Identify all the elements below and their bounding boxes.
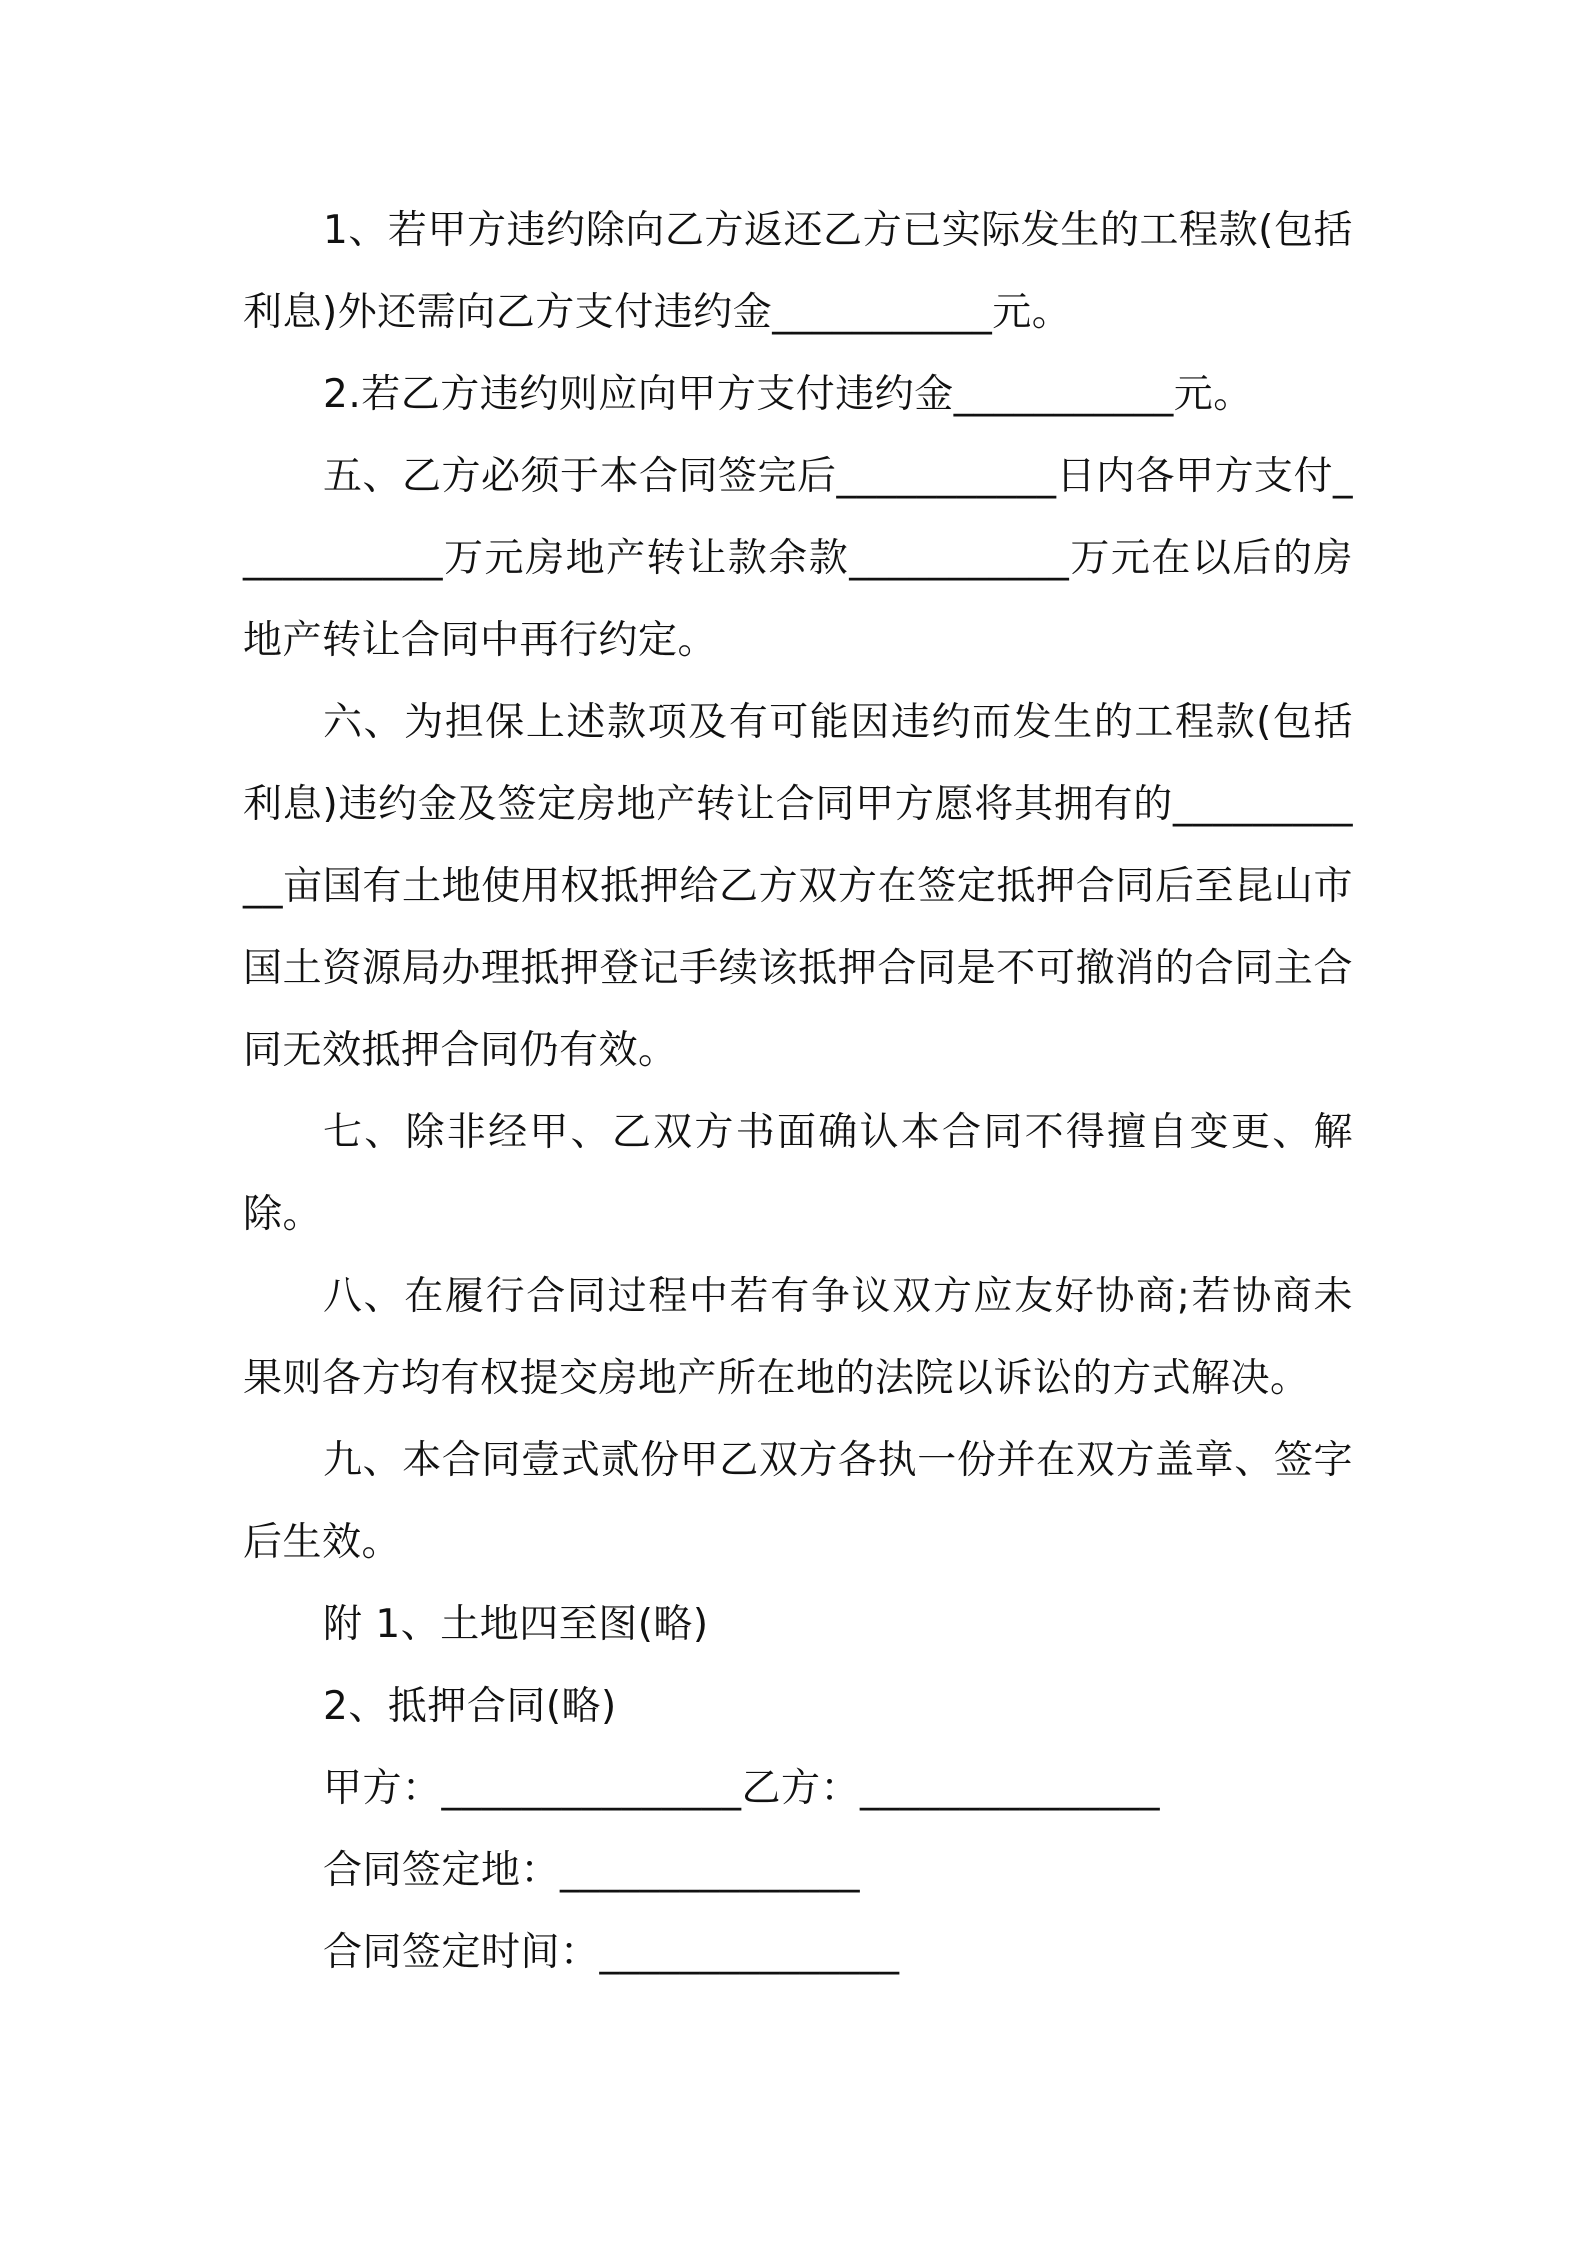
document-body xyxy=(243,190,1353,1994)
signing-place: 合同签定地：_______________ xyxy=(323,1848,861,1893)
clause-five-payment: 五、乙方必须于本合同签完后___________日内各甲方支付___________万元房地产转让款余款___________万元在以后的房地产转让合同中再行约定。 xyxy=(243,454,1354,663)
clause-six-mortgage: 六、为担保上述款项及有可能因违约而发生的工程款(包括利息)违约金及签定房地产转让合同甲方愿将其拥有的___________亩国有土地使用权抵押给乙方双方在签定抵押合同后至昆山市国土资源局办理抵押登记手续该抵押合同是不可撤消的合同主合同无效抵押合同仍有效。 xyxy=(243,700,1353,1073)
attachment-mortgage-contract: 2、抵押合同(略) xyxy=(323,1684,617,1729)
clause-breach-party-b: 2.若乙方违约则应向甲方支付违约金___________元。 xyxy=(323,372,1253,417)
party-a-signature: 甲方：_______________ xyxy=(323,1766,742,1811)
clause-seven-amendment: 七、除非经甲、乙双方书面确认本合同不得擅自变更、解除。 xyxy=(243,1110,1353,1237)
clause-eight-dispute: 八、在履行合同过程中若有争议双方应友好协商;若协商未果则各方均有权提交房地产所在地的法院以诉讼的方式解决。 xyxy=(243,1274,1353,1401)
signing-time: 合同签定时间：_______________ xyxy=(323,1930,900,1975)
party-b-signature: 乙方：_______________ xyxy=(741,1766,1161,1811)
clause-nine-effect: 九、本合同壹式贰份甲乙双方各执一份并在双方盖章、签字后生效。 xyxy=(243,1438,1353,1565)
signature-parties-row xyxy=(243,1748,1353,1830)
attachment-land-map: 附 1、土地四至图(略) xyxy=(323,1602,709,1647)
clause-breach-party-a: 1、若甲方违约除向乙方返还乙方已实际发生的工程款(包括利息)外还需向乙方支付违约金___________元。 xyxy=(243,208,1353,335)
